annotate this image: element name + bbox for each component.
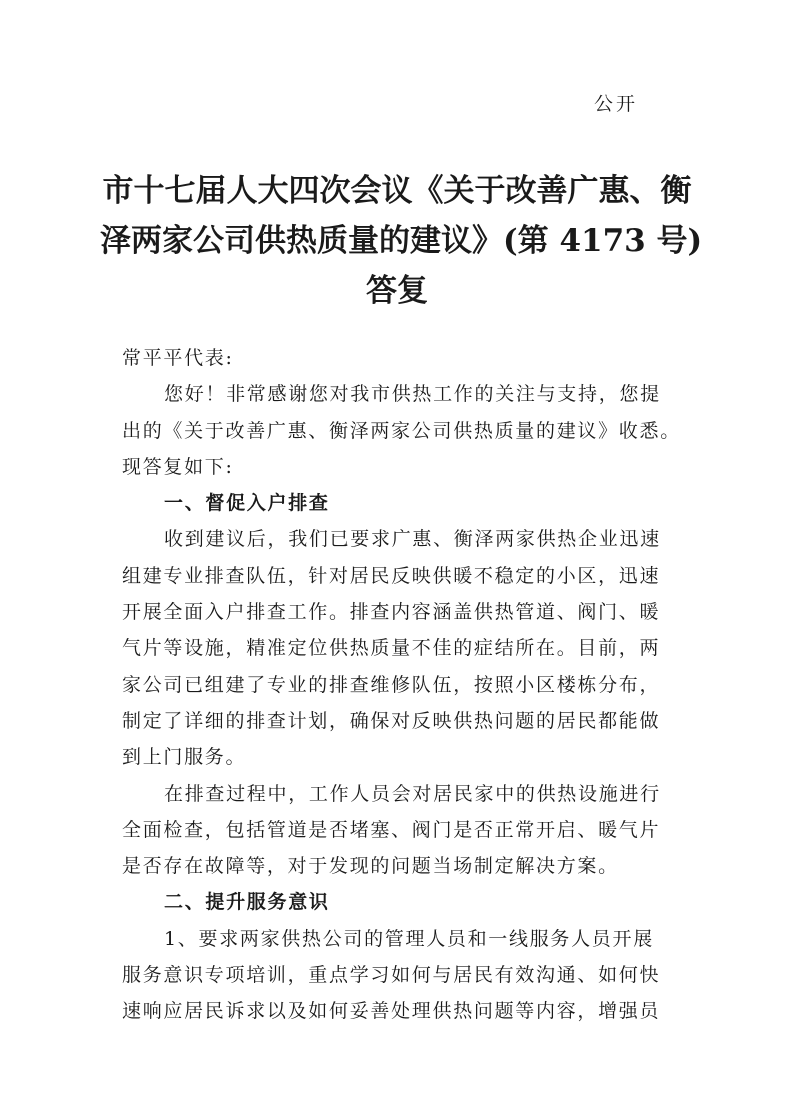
paragraph-line: 是否存在故障等，对于发现的问题当场制定解决方案。 <box>122 855 619 878</box>
paragraph-line: 速响应居民诉求以及如何妥善处理供热问题等内容，增强员 <box>122 1000 661 1023</box>
paragraph-line: 在排查过程中，工作人员会对居民家中的供热设施进行 <box>164 782 661 805</box>
title-line: 泽两家公司供热质量的建议》(第 4173 号) <box>100 223 703 259</box>
paragraph-line: 出的《关于改善广惠、衡泽两家公司供热质量的建议》收悉。 <box>122 419 681 442</box>
paragraph-line: 全面检查，包括管道是否堵塞、阀门是否正常开启、暖气片 <box>122 818 661 841</box>
paragraph-line: 家公司已组建了专业的排查维修队伍，按照小区楼栋分布， <box>122 673 661 696</box>
title-line: 市十七届人大四次会议《关于改善广惠、衡 <box>102 173 692 209</box>
paragraph-line: 1、要求两家供热公司的管理人员和一线服务人员开展 <box>164 927 654 950</box>
paragraph-line: 现答复如下: <box>122 455 234 478</box>
paragraph-line: 到上门服务。 <box>122 746 247 769</box>
paragraph-line: 制定了详细的排查计划，确保对反映供热问题的居民都能做 <box>122 709 661 732</box>
title-line: 答复 <box>366 273 428 309</box>
paragraph-line: 服务意识专项培训，重点学习如何与居民有效沟通、如何快 <box>122 964 661 987</box>
paragraph-line: 开展全面入户排查工作。排查内容涵盖供热管道、阀门、暖 <box>122 601 661 624</box>
salutation: 常平平代表: <box>122 347 234 369</box>
paragraph-line: 气片等设施，精准定位供热质量不佳的症结所在。目前，两 <box>122 637 661 660</box>
paragraph-line: 收到建议后，我们已要求广惠、衡泽两家供热企业迅速 <box>164 528 661 551</box>
paragraph-line: 组建专业排查队伍，针对居民反映供暖不稳定的小区，迅速 <box>122 564 661 587</box>
public-disclosure-mark: 公开 <box>594 93 639 115</box>
section-heading: 一、督促入户排查 <box>164 492 330 515</box>
document-title <box>100 166 703 316</box>
document-body <box>122 340 682 1030</box>
section-heading: 二、提升服务意识 <box>164 891 330 914</box>
paragraph-line: 您好！非常感谢您对我市供热工作的关注与支持，您提 <box>164 383 661 406</box>
